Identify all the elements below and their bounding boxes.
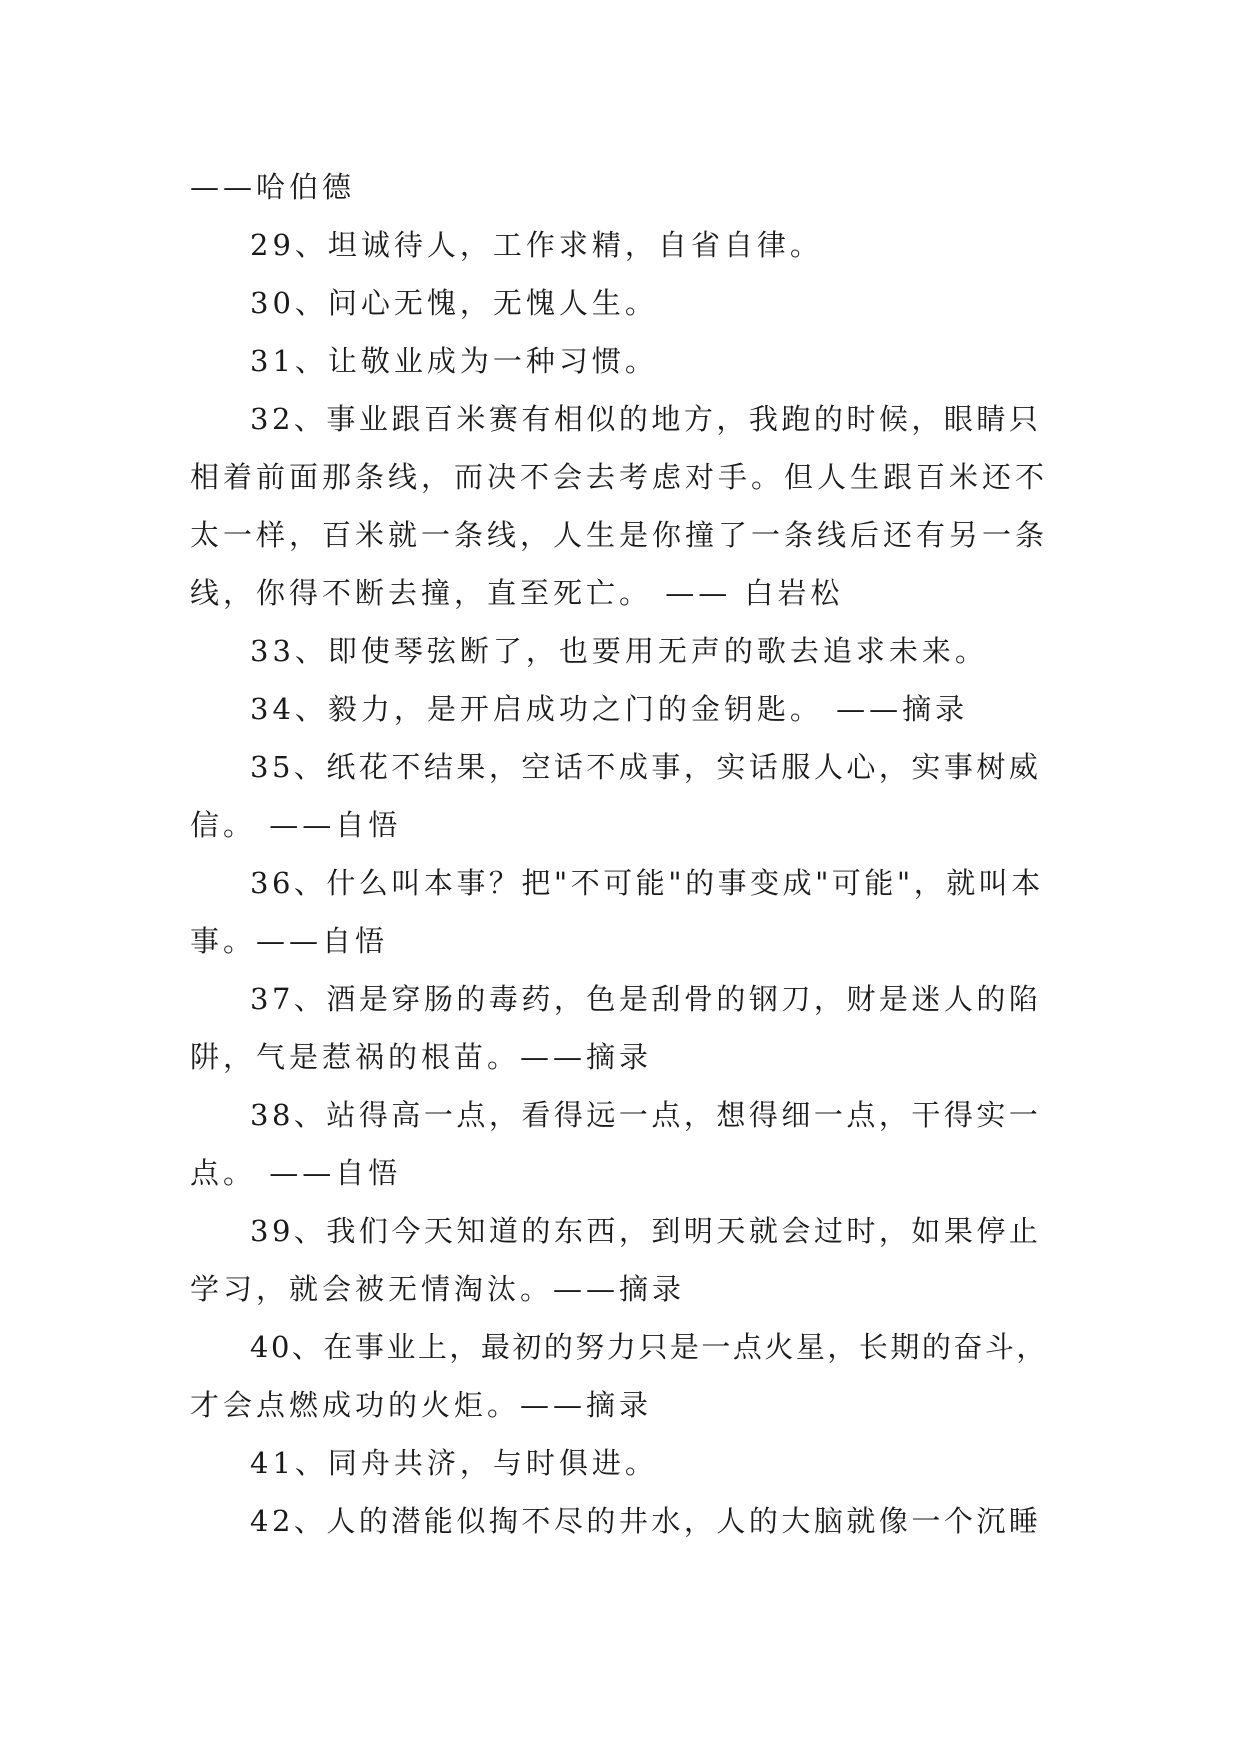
text-line: 阱，气是惹祸的根苗。——摘录: [190, 1040, 653, 1074]
text-line: 42、人的潜能似掏不尽的井水，人的大脑就像一个沉睡: [250, 1504, 1042, 1538]
text-line: 38、站得高一点，看得远一点，想得细一点，干得实一: [250, 1098, 1042, 1132]
text-line: 35、纸花不结果，空话不成事，实话服人心，实事树威: [250, 750, 1042, 784]
text-line: 32、事业跟百米赛有相似的地方，我跑的时候，眼睛只: [250, 402, 1042, 436]
text-line: 36、什么叫本事？把"不可能"的事变成"可能"，就叫本: [250, 866, 1044, 900]
text-line: 34、毅力，是开启成功之门的金钥匙。 ——摘录: [250, 692, 969, 726]
text-line: 事。——自悟: [190, 924, 389, 958]
text-line: 30、问心无愧，无愧人生。: [250, 286, 658, 320]
text-line: 学习，就会被无情淘汰。——摘录: [190, 1272, 686, 1306]
text-line: 41、同舟共济，与时俱进。: [250, 1446, 658, 1480]
text-line: 线，你得不断去撞，直至死亡。 —— 白岩松: [190, 576, 844, 610]
text-line: ——哈伯德: [190, 170, 356, 204]
text-line: 39、我们今天知道的东西，到明天就会过时，如果停止: [250, 1214, 1042, 1248]
text-line: 31、让敬业成为一种习惯。: [250, 344, 658, 378]
text-line: 33、即使琴弦断了，也要用无声的歌去追求未来。: [250, 634, 988, 668]
text-line: 40、在事业上，最初的努力只是一点火星，长期的奋斗，: [250, 1330, 1048, 1364]
text-line: 才会点燃成功的火炬。——摘录: [190, 1388, 653, 1422]
document-body: [190, 158, 1048, 1550]
text-line: 37、酒是穿肠的毒药，色是刮骨的钢刀，财是迷人的陷: [250, 982, 1042, 1016]
text-line: 点。 ——自悟: [190, 1156, 402, 1190]
text-line: 信。 ——自悟: [190, 808, 402, 842]
text-line: 太一样，百米就一条线，人生是你撞了一条线后还有另一条: [190, 518, 1049, 552]
text-line: 相着前面那条线，而决不会去考虑对手。但人生跟百米还不: [190, 460, 1049, 494]
text-line: 29、坦诚待人，工作求精，自省自律。: [250, 228, 823, 262]
